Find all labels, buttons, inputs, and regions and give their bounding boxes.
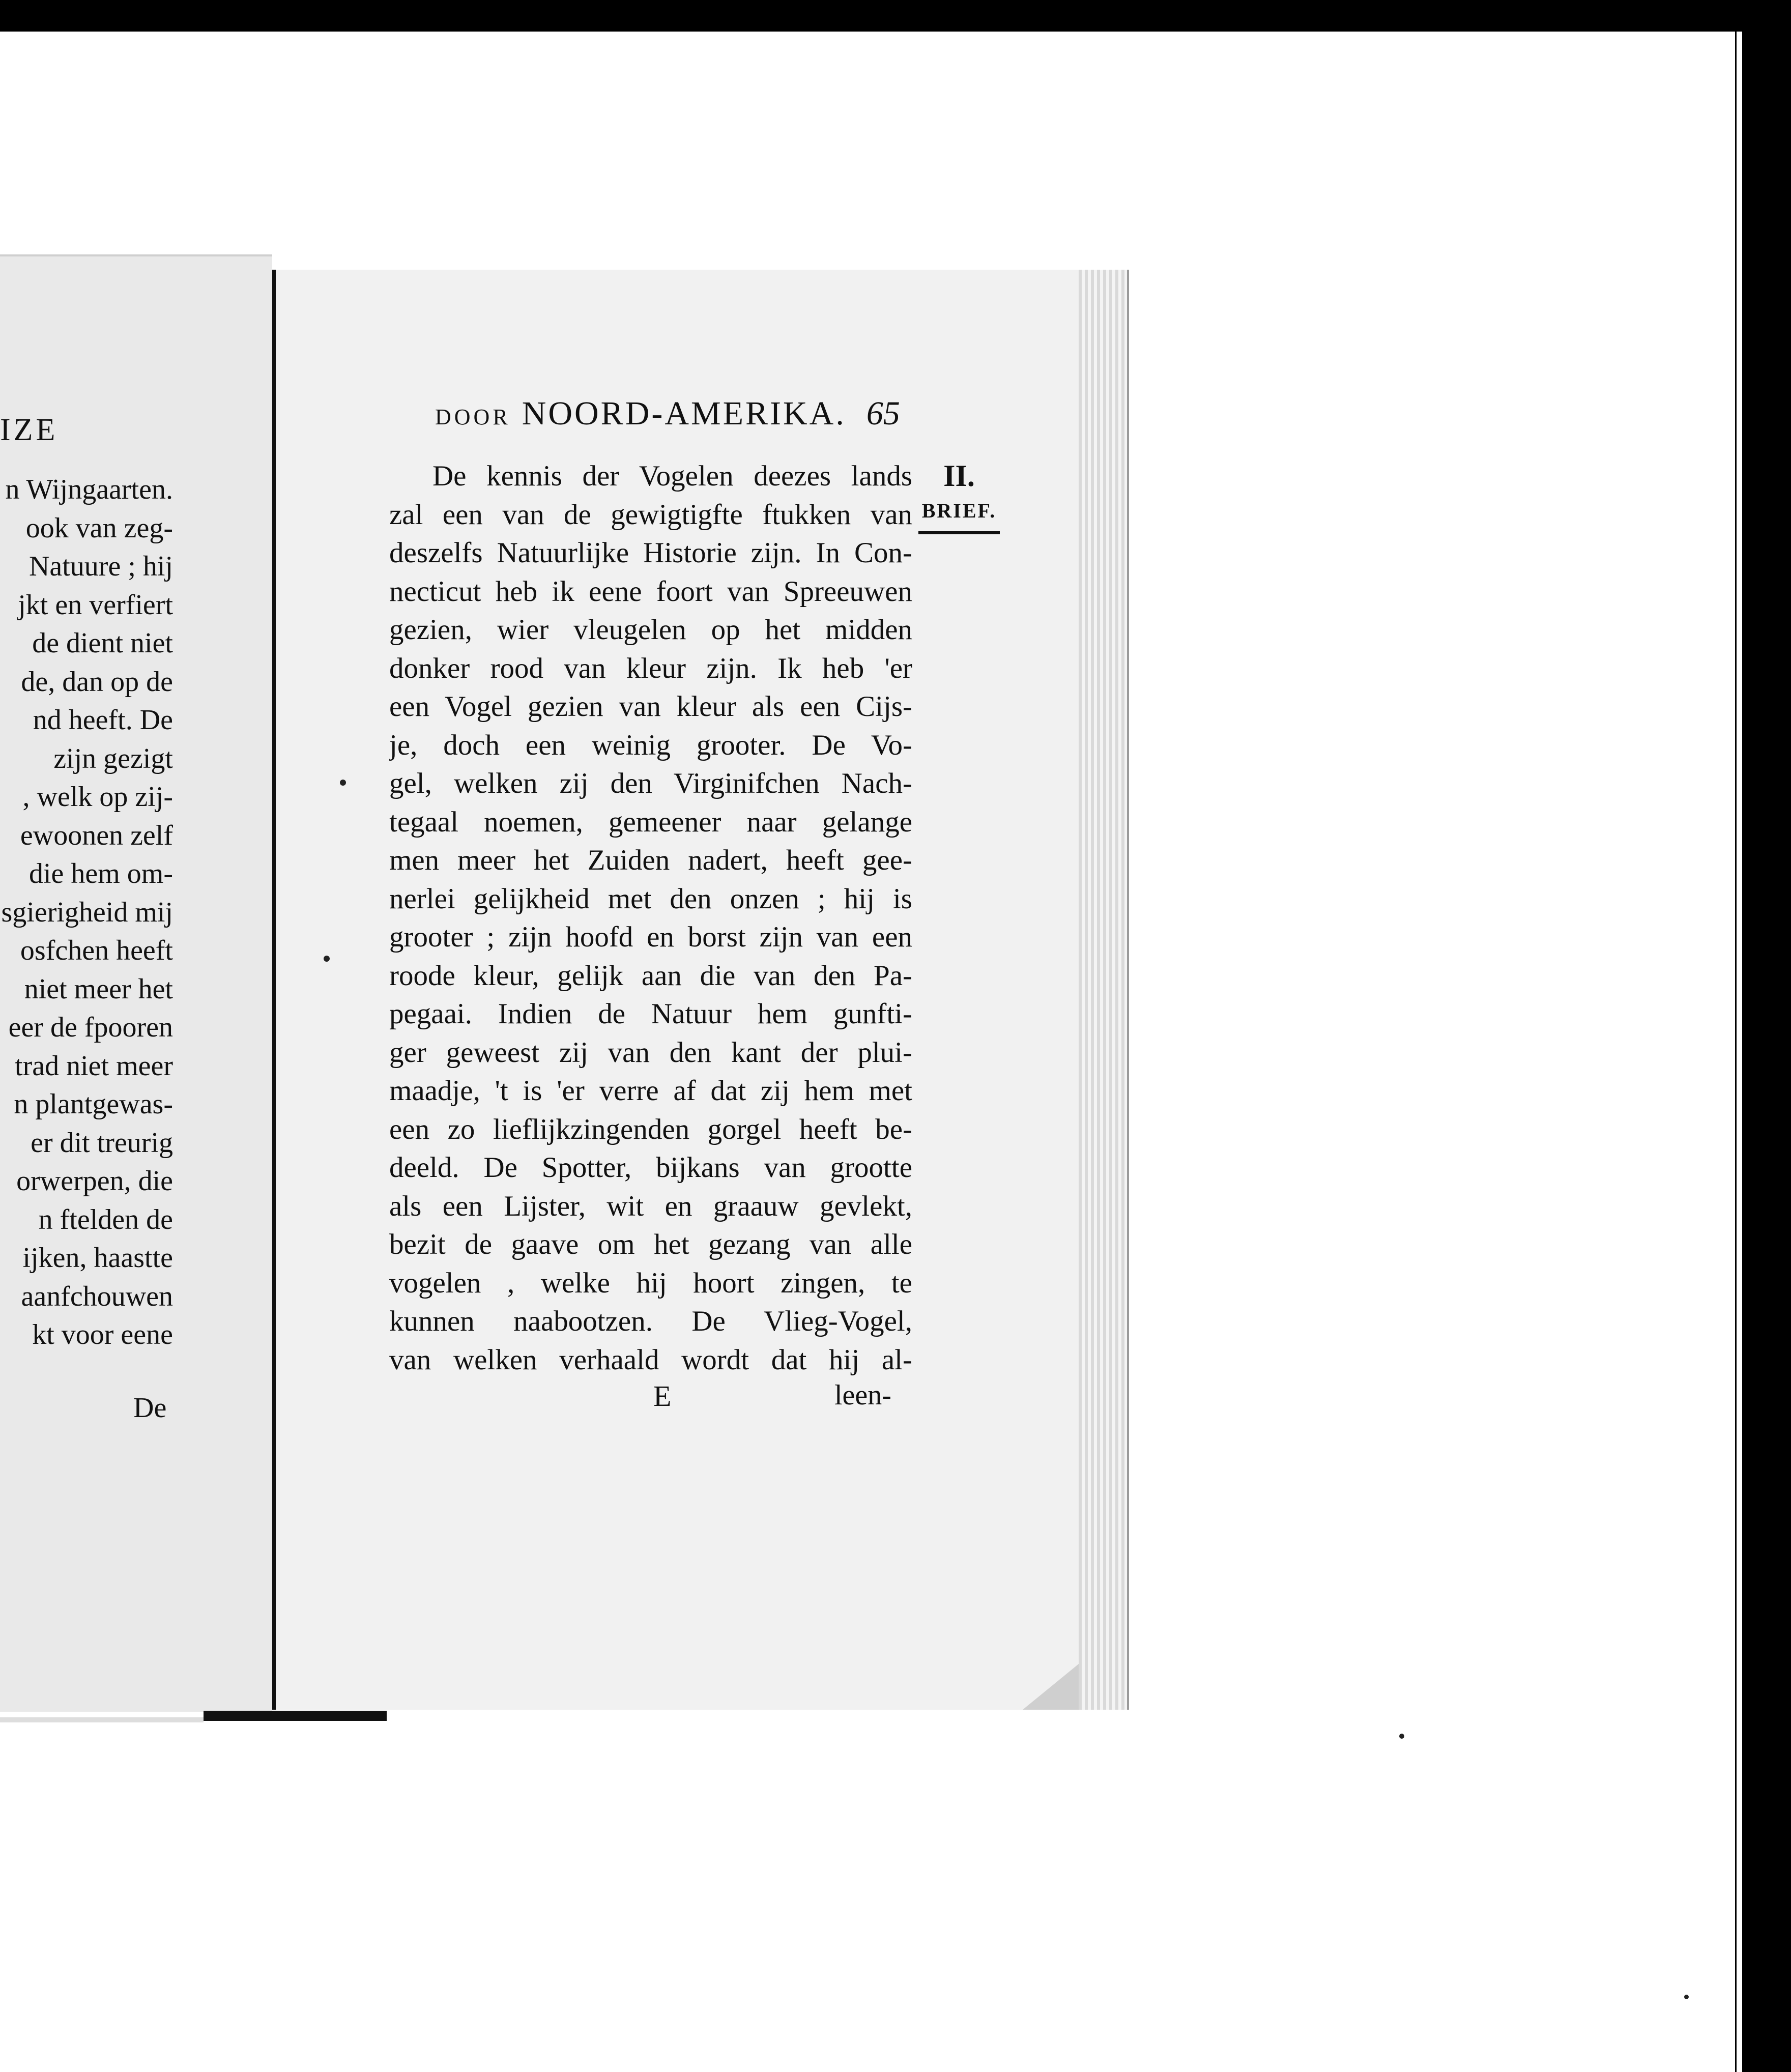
text-line: maadje, 't is 'er verre af dat zij hem met — [389, 1075, 912, 1107]
text-line: necticut heb ik eene foort van Spreeuwen — [389, 575, 912, 608]
left-page-text — [0, 471, 173, 1355]
text-line: zal een van de gewigtigfte ftukken van — [389, 498, 912, 531]
running-head — [435, 394, 923, 440]
text-line: gel, welken zij den Virginifchen Nach- — [389, 767, 912, 799]
page-number: 65 — [866, 395, 900, 432]
scan-border-gap — [1739, 32, 1742, 2072]
text-line: n ftelden de — [38, 1203, 173, 1235]
text-line: osfchen heeft — [20, 935, 173, 966]
text-line: orwerpen, die — [16, 1165, 173, 1197]
text-line: ger geweest zij van den kant der plui- — [389, 1036, 912, 1069]
text-line: ook van zeg- — [25, 512, 173, 544]
text-line: men meer het Zuiden nadert, heeft gee- — [389, 844, 912, 876]
text-line: donker rood van kleur zijn. Ik heb 'er — [389, 652, 912, 684]
margin-note-word: BRIEF. — [921, 499, 997, 522]
text-line: pegaai. Indien de Natuur hem gunfti- — [389, 998, 912, 1030]
scan-border-top — [0, 0, 1791, 32]
left-catchword: De — [133, 1392, 167, 1424]
text-line: de dient niet — [32, 627, 173, 659]
text-line: van welken verhaald wordt dat hij al- — [389, 1343, 912, 1376]
signature-mark: E — [653, 1379, 672, 1413]
catchword: leen- — [834, 1379, 891, 1411]
text-line: bezit de gaave om het gezang van alle — [389, 1228, 912, 1260]
text-line: eer de fpooren — [8, 1012, 173, 1043]
text-line: een zo lieflijkzingenden gorgel heeft be- — [389, 1113, 912, 1145]
text-line: tegaal noemen, gemeener naar gelange — [389, 805, 912, 838]
text-line: deszelfs Natuurlijke Historie zijn. In Con- — [389, 537, 912, 569]
text-line: gezien, wier vleugelen op het midden — [389, 614, 912, 646]
scan-border-line — [1735, 32, 1737, 2072]
text-line: ijken, haastte — [22, 1242, 173, 1274]
text-line: sgierigheid mij — [1, 896, 173, 928]
text-line: als een Lijster, wit en graauw gevlekt, — [389, 1190, 912, 1222]
text-line: , welk op zij- — [22, 781, 173, 813]
text-line: aanfchouwen — [21, 1280, 173, 1312]
text-line: nerlei gelijkheid met den onzen ; hij is — [389, 882, 912, 915]
text-line: roode kleur, gelijk aan die van den Pa- — [389, 959, 912, 992]
text-line: de, dan op de — [21, 666, 173, 698]
running-head-prefix: DOOR — [435, 405, 511, 429]
body-text — [389, 457, 912, 1379]
text-line: nd heeft. De — [33, 704, 173, 736]
margin-note-roman: II. — [943, 459, 975, 493]
scan-border-right — [1740, 0, 1791, 2072]
text-line: n plantgewas- — [14, 1088, 173, 1120]
text-line: trad niet meer — [15, 1050, 173, 1082]
speck — [340, 780, 346, 786]
speck — [1399, 1734, 1404, 1739]
page-edges — [1079, 270, 1129, 1710]
text-line: jkt en verfiert — [18, 589, 173, 621]
text-line: zijn gezigt — [53, 742, 173, 774]
left-page-bottom-edge — [0, 1717, 204, 1722]
running-head-title: NOORD-AMERIKA. — [522, 395, 846, 432]
text-line: n Wijngaarten. — [5, 474, 173, 505]
text-line: er dit treurig — [31, 1127, 173, 1159]
text-line: grooter ; zijn hoofd en borst zijn van een — [389, 921, 912, 953]
text-line: die hem om- — [28, 858, 173, 889]
book-spine — [272, 270, 276, 1710]
binding-strip — [204, 1711, 387, 1721]
text-line: kt voor eene — [32, 1319, 173, 1350]
text-line: kunnen naabootzen. De Vlieg-Vogel, — [389, 1305, 912, 1337]
text-line: ewoonen zelf — [20, 819, 173, 851]
text-line: deeld. De Spotter, bijkans van grootte — [389, 1152, 912, 1184]
speck — [324, 956, 330, 962]
text-line: niet meer het — [24, 973, 173, 1005]
text-line: je, doch een weinig grooter. De Vo- — [389, 729, 912, 761]
text-line: vogelen , welke hij hoort zingen, te — [389, 1267, 912, 1299]
left-running-head: IZE — [0, 413, 59, 447]
margin-note — [921, 457, 997, 534]
margin-note-rule — [918, 531, 1000, 534]
folded-corner — [1023, 1664, 1079, 1710]
text-line: een Vogel gezien van kleur als een Cijs- — [389, 690, 912, 723]
text-line: De kennis der Vogelen deezes lands — [432, 460, 912, 492]
speck — [1684, 1995, 1689, 1999]
text-line: Natuure ; hij — [28, 551, 173, 582]
